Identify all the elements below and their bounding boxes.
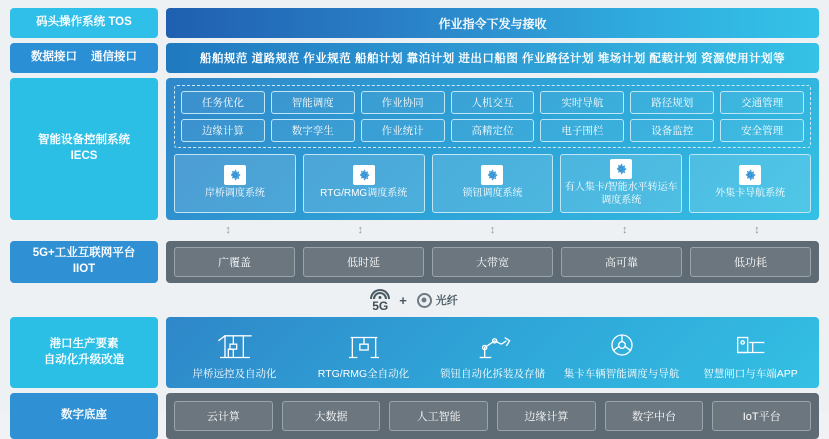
chip-digital-twin[interactable]: 数字孪生 [271,119,355,142]
port-card-label: 锁钮自动化拆装及存储 [440,368,545,380]
system-truck-agv-scheduling[interactable] [560,154,682,213]
port-card-label: 智慧闸口与车端APP [703,368,798,380]
label-iecs-line2: IECS [70,150,98,162]
port-card-label: 集卡车辆智能调度与导航 [563,368,680,380]
network-media-group [10,288,819,312]
iiot-low-latency[interactable]: 低时延 [303,247,424,277]
system-label: 有人集卡/智能水平转运车调度系统 [564,182,678,206]
row-interfaces [10,43,819,73]
robot-arm-icon [473,328,513,362]
label-iecs-line1: 智能设备控制系统 [38,134,130,147]
chip-smart-scheduling[interactable]: 智能调度 [271,91,355,114]
chip-safety-management[interactable]: 安全管理 [720,119,804,142]
fiber-icon [417,293,432,308]
iecs-capability-box [174,85,811,148]
digital-panel [166,393,819,439]
iiot-panel [166,241,819,283]
chip-electronic-fence[interactable]: 电子围栏 [540,119,624,142]
label-port-line2: 自动化升级改造 [43,353,125,366]
port-card-label: 岸桥远控及自动化 [192,368,277,380]
row-iecs [10,78,819,220]
connector-arrow: ↕ [754,224,760,236]
system-rtg-rmg-scheduling[interactable] [303,154,425,213]
chip-human-machine-interaction[interactable]: 人机交互 [451,91,535,114]
port-card-quay-crane[interactable] [174,324,295,381]
system-twistlock-scheduling[interactable] [432,154,554,213]
gantry-icon [344,328,384,362]
digital-middle-platform[interactable]: 数字中台 [605,401,704,431]
system-label: 外集卡导航系统 [715,188,786,200]
iiot-low-power[interactable]: 低功耗 [690,247,811,277]
label-iecs [10,78,158,220]
label-data-interface: 数据接口 [31,51,77,64]
label-port-automation [10,317,158,388]
digital-ai[interactable]: 人工智能 [389,401,488,431]
label-tos: 码头操作系统 TOS [10,8,158,38]
chip-high-precision-positioning[interactable]: 高精定位 [451,119,535,142]
iecs-system-row [174,154,811,213]
chip-path-planning[interactable]: 路径规划 [630,91,714,114]
chip-task-optimization[interactable]: 任务优化 [181,91,265,114]
port-card-smart-gate[interactable] [690,324,811,381]
gear-icon [481,165,503,185]
gear-icon [353,165,375,185]
system-label: 岸桥调度系统 [204,188,265,200]
gear-icon [224,165,246,185]
row-iiot [10,241,819,283]
connectors-iecs-iiot [10,225,819,236]
chip-realtime-navigation[interactable]: 实时导航 [540,91,624,114]
digital-big-data[interactable]: 大数据 [282,401,381,431]
iecs-chip-row-1 [181,91,804,114]
digital-iot-platform[interactable]: IoT平台 [712,401,811,431]
connector-arrow: ↕ [489,224,496,236]
label-comm-interface: 通信接口 [91,51,137,64]
iiot-large-bandwidth[interactable]: 大带宽 [432,247,553,277]
5g-label: 5G [372,299,389,313]
crane-icon [215,328,255,362]
connector-arrow: ↕ [225,224,231,236]
signal-icon [371,288,389,299]
chip-equipment-monitoring[interactable]: 设备监控 [630,119,714,142]
plus-label: + [399,292,407,308]
iecs-chip-row-2 [181,119,804,142]
iiot-high-reliability[interactable]: 高可靠 [561,247,682,277]
row-port-automation [10,317,819,388]
band-work-instruction: 作业指令下发与接收 [166,8,819,38]
system-external-truck-navigation[interactable] [689,154,811,213]
label-interfaces [10,43,158,73]
port-card-rtg-rmg[interactable] [303,324,424,381]
label-iiot-line2: IIOT [72,263,96,275]
gear-icon [610,159,632,179]
chip-operation-coordination[interactable]: 作业协同 [361,91,445,114]
digital-edge-computing[interactable]: 边缘计算 [497,401,596,431]
port-panel [166,317,819,388]
band-norms-plans: 船舶规范 道路规范 作业规范 船舶计划 靠泊计划 进出口船图 作业路径计划 堆场计划 配载计划 资源使用计划等 [166,43,819,73]
connector-arrow: ↕ [621,224,628,236]
system-label: RTG/RMG调度系统 [320,188,408,200]
steering-wheel-icon [602,328,642,362]
digital-cloud-computing[interactable]: 云计算 [174,401,273,431]
chip-traffic-management[interactable]: 交通管理 [720,91,804,114]
system-label: 锁钮调度系统 [462,188,523,200]
chip-edge-computing[interactable]: 边缘计算 [181,119,265,142]
chip-operation-statistics[interactable]: 作业统计 [361,119,445,142]
label-iiot-line1: 5G+工业互联网平台 [32,247,136,260]
port-card-twistlock[interactable] [432,324,553,381]
5g-icon [371,288,389,312]
gear-icon [739,165,761,185]
port-card-label: RTG/RMG全自动化 [317,368,410,380]
row-tos [10,8,819,38]
iecs-panel [166,78,819,220]
fiber-group [417,292,458,308]
label-iiot [10,241,158,283]
row-digital-base [10,393,819,439]
iiot-wide-coverage[interactable]: 广覆盖 [174,247,295,277]
label-port-line1: 港口生产要素 [49,338,119,351]
system-quay-crane-scheduling[interactable] [174,154,296,213]
label-digital-base: 数字底座 [10,393,158,439]
gate-icon [731,328,771,362]
fiber-label: 光纤 [435,295,458,307]
connector-arrow: ↕ [357,224,364,236]
port-card-truck-dispatch[interactable] [561,324,682,381]
